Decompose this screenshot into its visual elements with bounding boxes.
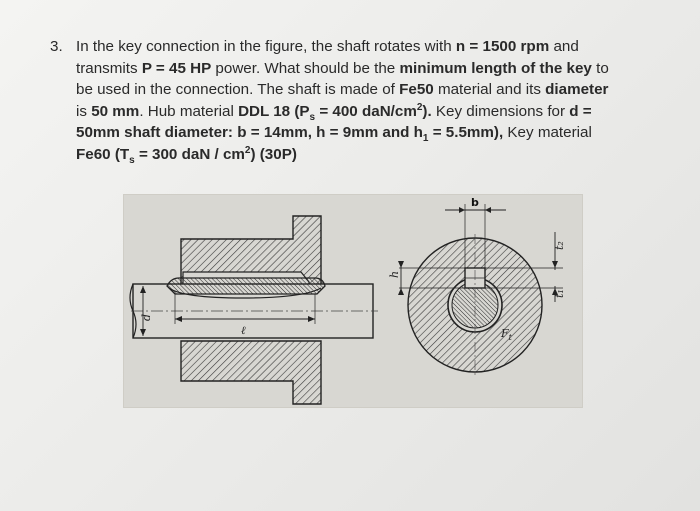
question-text-segment: Fe60 (T — [76, 145, 130, 163]
question-text-segment: DDL 18 (P — [238, 102, 310, 120]
question-line — [76, 79, 664, 101]
question-text-segment: 50mm shaft diameter: — [76, 124, 233, 142]
question-text-segment: be used in the connection. The shaft is made of — [76, 81, 400, 99]
question-text-segment: = 300 daN / cm — [134, 145, 245, 163]
question-text-segment: material and its — [433, 81, 546, 99]
question-text-segment: n = 1500 rpm — [455, 38, 550, 55]
d-label: d — [140, 313, 153, 321]
question-block — [50, 36, 664, 166]
question-number: 3. — [50, 38, 63, 55]
question-text-segment: 2 — [416, 101, 423, 113]
question-text-segment: = 400 daN/cm — [315, 102, 417, 120]
question-text-segment: P = 45 HP — [141, 59, 212, 77]
question-text-segment: d = — [569, 102, 592, 120]
question-line — [76, 101, 664, 123]
question-text-segment: Key dimensions for — [431, 102, 570, 120]
question-text-segment: s — [129, 155, 135, 166]
question-text-segment: ). — [422, 102, 432, 120]
question-text-segment: 2 — [244, 144, 251, 156]
question-text — [76, 36, 664, 166]
t2-label: t₂ — [553, 241, 566, 250]
question-text-segment: Key material — [503, 124, 592, 142]
question-text-segment: 50 mm — [91, 102, 140, 120]
b-label: b — [471, 196, 479, 209]
question-text-segment: and — [549, 38, 579, 55]
cross-section-view — [388, 196, 566, 376]
question-text-segment: s — [309, 111, 316, 123]
question-text-segment: is — [76, 102, 92, 120]
key — [167, 278, 325, 294]
question-text-segment: In the key connection in the figure, the shaft rotates with — [76, 38, 456, 55]
question-line — [76, 122, 664, 144]
longitudinal-section-view — [130, 216, 378, 404]
question-text-segment: Fe50 — [399, 81, 434, 99]
question-text-segment: transmits — [76, 59, 142, 77]
question-text-segment: to — [591, 59, 609, 77]
question-text-segment: 1 — [422, 133, 429, 145]
t1-label: t₁ — [553, 289, 566, 298]
question-text-segment: b = 14mm, h = 9mm and h — [237, 124, 423, 142]
question-text-segment: = 5.5mm), — [428, 124, 504, 142]
question-text-segment: ) (30P) — [250, 145, 297, 163]
h-label: h — [388, 270, 401, 278]
question-text-segment: diameter — [545, 81, 609, 99]
question-line — [76, 144, 664, 166]
question-line — [76, 36, 664, 58]
question-text-segment: minimum length of the key — [399, 59, 592, 77]
question-line — [76, 58, 664, 80]
force-label: $F_t$ — [501, 327, 512, 342]
figure-drawing — [123, 194, 583, 408]
l-label: ℓ — [241, 324, 246, 337]
question-text-segment: power. What should be the — [211, 59, 400, 77]
question-text-segment: . Hub material — [139, 102, 239, 120]
hub-lower — [181, 341, 321, 404]
key-connection-figure — [123, 194, 583, 408]
